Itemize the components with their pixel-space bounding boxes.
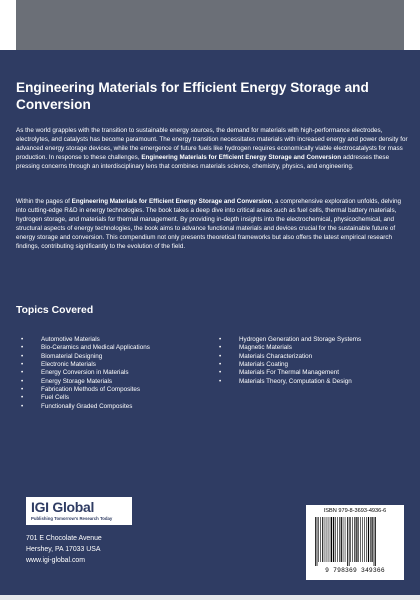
barcode-bar [372, 517, 373, 562]
barcode-bar [368, 517, 369, 562]
topic-item [21, 361, 211, 369]
barcode-bar [347, 517, 348, 566]
topic-item [21, 394, 211, 402]
bullet-icon: • [21, 394, 24, 402]
publisher-address [26, 533, 102, 566]
topic-label: Fuel Cells [41, 394, 69, 402]
barcode-bar [337, 517, 338, 562]
logo-name: IGI Global [31, 499, 95, 515]
topic-item [21, 369, 211, 377]
barcode-bar [335, 517, 336, 562]
barcode-bar [370, 517, 371, 562]
bullet-icon: • [21, 361, 24, 369]
barcode-bar [320, 517, 321, 562]
topic-label: Energy Conversion in Materials [41, 369, 129, 377]
barcode-bar [322, 517, 323, 562]
topic-item [219, 344, 409, 352]
address-line-1: 701 E Chocolate Avenue [26, 535, 102, 542]
topic-label: Magnetic Materials [239, 344, 292, 352]
title-mention: Engineering Materials for Efficient Energy Storage and Conversion [141, 153, 342, 161]
barcode-bar [329, 517, 330, 562]
barcode-bar [350, 517, 351, 562]
topic-label: Materials For Thermal Management [239, 369, 339, 377]
bullet-icon: • [219, 336, 222, 343]
barcode-bar [318, 517, 319, 562]
topic-label: Materials Characterization [239, 352, 313, 360]
bullet-icon: • [219, 352, 222, 360]
bullet-icon: • [219, 377, 222, 385]
topic-item [219, 361, 409, 369]
book-title: Engineering Materials for Efficient Energy Storage and Conversion [16, 80, 369, 112]
topic-item [21, 403, 211, 411]
barcode-bar [366, 517, 367, 562]
topic-item [21, 378, 211, 386]
bullet-icon: • [21, 344, 24, 352]
topic-label: Materials Theory, Computation & Design [239, 377, 352, 385]
topic-label: Automotive Materials [41, 336, 100, 343]
topic-label: Biomaterial Designing [41, 352, 103, 360]
bullet-icon: • [21, 386, 24, 394]
barcode-bar [362, 517, 363, 562]
barcode-bar [360, 517, 361, 562]
topic-label: Electronic Materials [41, 361, 96, 369]
barcode-digits: 9 798369 349366 [325, 567, 385, 574]
barcode-bar [358, 517, 359, 562]
topic-label: Functionally Graded Composites [41, 402, 133, 410]
top-band [0, 0, 420, 50]
topic-item [219, 353, 409, 361]
topic-label: Materials Coating [239, 361, 288, 369]
topic-item [219, 369, 409, 377]
topic-item [21, 344, 211, 352]
barcode-bar [317, 517, 318, 566]
publisher-logo [26, 497, 132, 525]
title-mention: Engineering Materials for Efficient Energy Storage and Conversion [71, 198, 272, 205]
topic-item [21, 353, 211, 361]
topics-list-right [219, 336, 409, 386]
bullet-icon: • [21, 352, 24, 360]
publisher-website: www.igi-global.com [26, 557, 85, 564]
barcode-bar [341, 517, 342, 562]
topic-item [21, 336, 211, 344]
description-paragraph-2: Within the pages of Engineering Materials for Efficient Energy Storage and Conversion, a comprehensive exploration unfolds, delving into cutting-edge R&D in energy technologies. The book takes a deep dive into critical areas such as fuel cells, thermal battery materials, hydrogen storage, and materials for thermal management. By providing in-depth insights into the electrochemical, physicochemical, and structural aspects of energy technologies, the book aims to advance functional materials and devices crucial for the sustainable future of energy storage and conversion. This compendium not only presents theoretical frameworks but also offers the latest empirical research findings, contributing significantly to the evolution of the field. [16, 198, 401, 250]
bullet-icon: • [21, 336, 24, 343]
barcode-bar [333, 517, 334, 562]
barcode-bar [327, 517, 328, 562]
topic-label: Fabrication Methods of Composites [41, 386, 141, 394]
topic-item [21, 386, 211, 394]
topics-heading: Topics Covered [16, 305, 94, 316]
topic-item [219, 378, 409, 386]
logo-tagline: Publishing Tomorrow's Research Today [31, 516, 113, 521]
barcode-box [306, 505, 404, 580]
topic-label: Energy Storage Materials [41, 377, 113, 385]
barcode-bar [325, 517, 326, 562]
barcode-bar [345, 517, 346, 562]
bullet-icon: • [21, 369, 24, 377]
bullet-icon: • [21, 402, 24, 410]
barcode-bar [356, 517, 357, 562]
barcode-bar [315, 517, 316, 566]
topics-list-left [21, 336, 211, 411]
barcode-graphic [313, 517, 397, 566]
bullet-icon: • [21, 377, 24, 385]
barcode-bar [374, 517, 375, 566]
barcode-bar [343, 517, 344, 562]
barcode-bar [354, 517, 355, 562]
topic-item [219, 336, 409, 344]
bullet-icon: • [219, 344, 222, 352]
bullet-icon: • [219, 369, 222, 377]
barcode-bar [339, 517, 340, 562]
barcode-bar [375, 517, 376, 566]
barcode-bar [352, 517, 353, 562]
topic-label: Hydrogen Generation and Storage Systems [239, 336, 362, 343]
topic-label: Bio-Ceramics and Medical Applications [41, 344, 150, 352]
barcode-bar [349, 517, 350, 566]
address-line-2: Hershey, PA 17033 USA [26, 546, 101, 553]
top-grey-block [16, 0, 404, 50]
barcode-bar [364, 517, 365, 562]
isbn-label: ISBN 979-8-3693-4936-6 [323, 508, 387, 514]
bullet-icon: • [219, 361, 222, 369]
bottom-band [0, 595, 420, 600]
description-paragraph-1: As the world grapples with the transition to sustainable energy sources, the demand for materials with high-performance electrodes, electrolytes, and catalysts has become paramount. The energy transition necessitates materials with increased energy and power density for advanced energy storage devices, while the emergence of future fuels like hydrogen requires economically viable electrocatalysts for mass production. In response to these challenges, Engineering Materials for Efficient Energy Storage and Conversion addresses these pressing concerns through an interdisciplinary lens that combines materials science, chemistry, physics, and engineering. [16, 127, 408, 170]
barcode-bar [331, 517, 333, 562]
